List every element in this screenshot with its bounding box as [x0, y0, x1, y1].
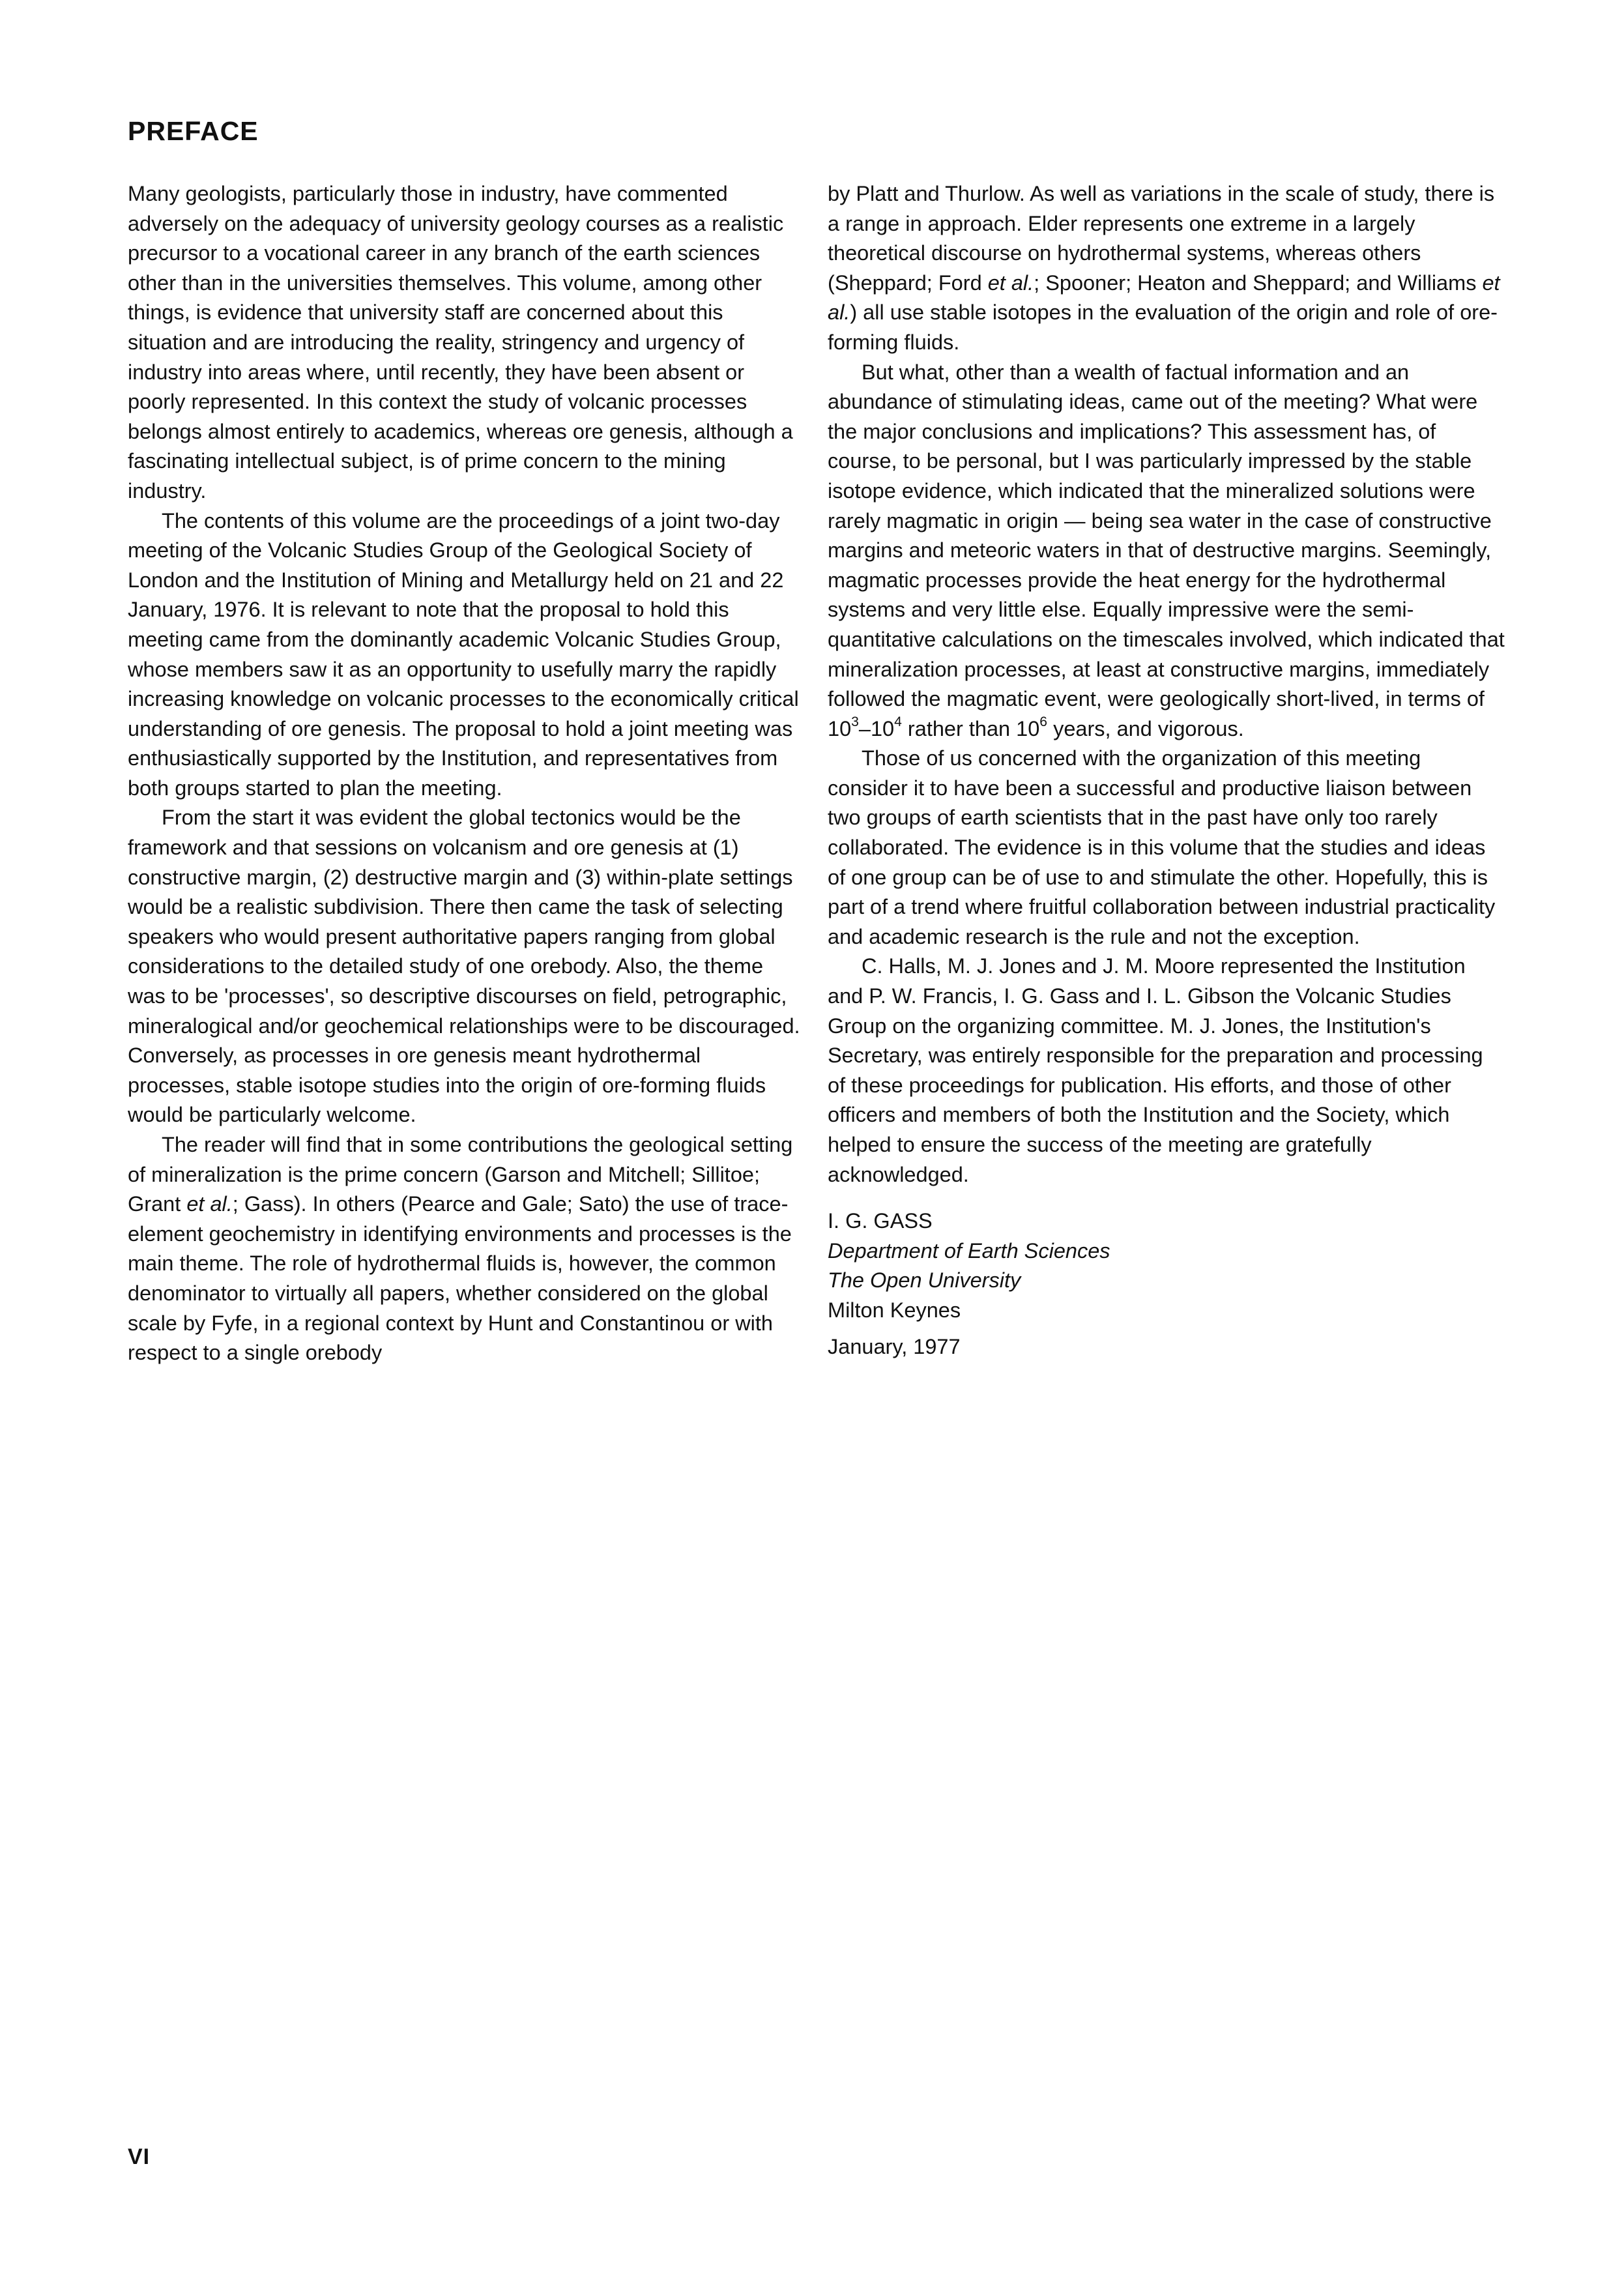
- text-run: But what, other than a wealth of factual information and an abundance of stimulating ideas, came out of the meeting? What were the major conclusions and implications? This assessment has, of course, to be personal, but I was particularly impressed by the stable isotope evidence, which indicated that the mineralized solutions were rarely magmatic in origin — being sea water in the case of constructive margins and meteoric waters in that of destructive margins. Seemingly, magmatic processes provide the heat energy for the hydrothermal systems and very little else. Equally impressive were the semi-quantitative calculations on the timescales involved, which indicated that mineralization processes, at least at constructive margins, immediately followed the magmatic event, were geologically short-lived, in terms of 10: [828, 360, 1505, 740]
- page-title: PREFACE: [128, 116, 259, 146]
- text-run: ) all use stable isotopes in the evaluation of the origin and role of ore-forming fluids.: [828, 300, 1498, 354]
- italic-text: et al.: [828, 270, 1500, 325]
- signature-date: January, 1977: [828, 1334, 961, 1358]
- paragraph: C. Halls, M. J. Jones and J. M. Moore represented the Institution and P. W. Francis, I. G. Gass and I. L. Gibson the Volcanic Studies Group on the organizing committee. M. J. Jones, the Institution's Secretary, was entirely responsible for the preparation and processing of these proceedings for publication. His efforts, and those of other officers and members of both the Institution and the Society, which helped to ensure the success of the meeting are gratefully acknowledged.: [828, 954, 1483, 1186]
- text-run: years, and vigorous.: [1047, 716, 1244, 740]
- signature-block: [828, 1206, 1505, 1362]
- italic-text: et al.: [186, 1192, 233, 1216]
- author-institution: The Open University: [828, 1268, 1021, 1293]
- paragraph: From the start it was evident the global tectonics would be the framework and that sessions on volcanism and ore genesis at (1) constructive margin, (2) destructive margin and (3) within-plate settings would be a realistic subdivision. There then came the task of selecting speakers who would present authoritative papers ranging from global considerations to the detailed study of one orebody. Also, the theme was to be 'processes', so descriptive discourses on field, petrographic, mineralogical and/or geochemical relationships were to be discouraged. Conversely, as processes in ore genesis meant hydrothermal processes, stable isotope studies into the origin of ore-forming fluids would be particularly welcome.: [128, 806, 800, 1127]
- superscript: 3: [851, 714, 859, 729]
- text-run: The reader will find that in some contributions the geological setting of mineralization is the prime concern (Garson and Mitchell; Sillitoe; Grant: [128, 1133, 793, 1216]
- page-number: VI: [128, 2144, 151, 2169]
- italic-text: et al.: [987, 270, 1034, 295]
- paragraph: Those of us concerned with the organization of this meeting consider it to have been a successful and productive liaison between two groups of earth scientists that in the past have only too rarely collaborated. The evidence is in this volume that the studies and ideas of one group can be of use to and stimulate the other. Hopefully, this is part of a trend where fruitful collaboration between industrial practicality and academic research is the rule and not the exception.: [828, 746, 1496, 948]
- text-run: by Platt and Thurlow. As well as variations in the scale of study, there is a range in approach. Elder represents one extreme in a largely theoretical discourse on hydrothermal systems, whereas others (Sheppard; Ford: [828, 182, 1495, 295]
- paragraph: [828, 179, 1505, 358]
- author-name: I. G. GASS: [828, 1209, 933, 1233]
- paragraph: Many geologists, particularly those in industry, have commented adversely on the adequacy of university geology courses as a realistic precursor to a vocational career in any branch of the earth sciences other than in the universities themselves. This volume, among other things, is evidence that university staff are concerned about this situation and are introducing the reality, stringency and urgency of industry into areas where, until recently, they have been absent or poorly represented. In this context the study of volcanic processes belongs almost entirely to academics, whereas ore genesis, although a fascinating intellectual subject, is of prime concern to the mining industry.: [128, 182, 793, 503]
- paragraph: The contents of this volume are the proceedings of a joint two-day meeting of the Volcanic Studies Group of the Geological Society of London and the Institution of Mining and Metallurgy held on 21 and 22 January, 1976. It is relevant to note that the proposal to hold this meeting came from the dominantly academic Volcanic Studies Group, whose members saw it as an opportunity to usefully marry the rapidly increasing knowledge on volcanic processes to the economically critical understanding of ore genesis. The proposal to hold a joint meeting was enthusiastically supported by the Institution, and representatives from both groups started to plan the meeting.: [128, 508, 799, 800]
- author-department: Department of Earth Sciences: [828, 1238, 1110, 1263]
- paragraph: [128, 1130, 805, 1368]
- text-run: –10: [858, 716, 895, 740]
- text-run: ; Gass). In others (Pearce and Gale; Sato) the use of trace-element geochemistry in identifying environments and processes is the main theme. The role of hydrothermal fluids is, however, the common denominator to virtually all papers, whether considered on the global scale by Fyfe, in a regional context by Hunt and Constantinou or with respect to a single orebody: [128, 1192, 792, 1365]
- paragraph: [828, 358, 1505, 744]
- text-run: rather than 10: [901, 716, 1040, 740]
- superscript: 4: [894, 714, 902, 729]
- left-column: [128, 179, 805, 1368]
- text-run: ; Spooner; Heaton and Sheppard; and Williams: [1034, 270, 1483, 295]
- author-place: Milton Keynes: [828, 1298, 961, 1322]
- superscript: 6: [1039, 714, 1048, 729]
- right-column: [828, 179, 1505, 1362]
